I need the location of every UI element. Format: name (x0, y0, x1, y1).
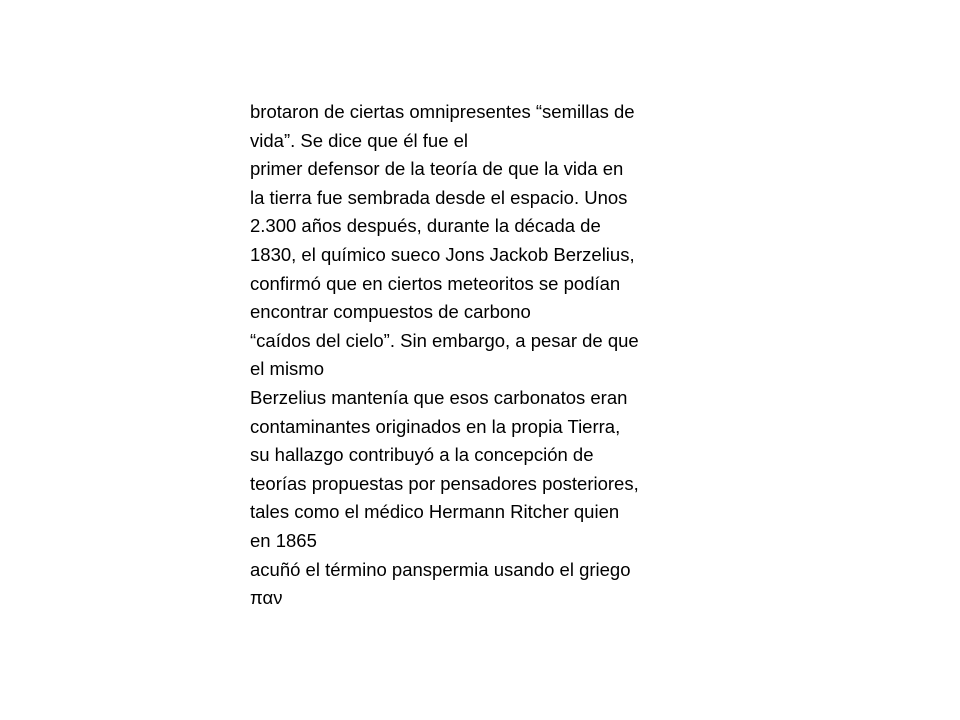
text-line: παν (250, 587, 283, 609)
text-line: teorías propuestas por pensadores posteriores, (250, 472, 639, 494)
text-line: el mismo (250, 358, 325, 380)
text-line: “caídos del cielo”. Sin embargo, a pesar de que (250, 329, 639, 351)
text-line: contaminantes originados en la propia Tierra, (250, 415, 621, 437)
text-line: vida”. Se dice que él fue el (250, 129, 469, 151)
text-line: encontrar compuestos de carbono (250, 301, 531, 323)
text-line: 2.300 años después, durante la década de (250, 215, 601, 237)
text-line: 1830, el químico sueco Jons Jackob Berzelius, (250, 243, 635, 265)
text-line: primer defensor de la teoría de que la vida en (250, 158, 624, 180)
text-line: confirmó que en ciertos meteoritos se podían (250, 272, 621, 294)
text-line: en 1865 (250, 529, 317, 551)
text-line: tales como el médico Hermann Ritcher quien (250, 501, 620, 523)
text-line: la tierra fue sembrada desde el espacio. Unos (250, 186, 628, 208)
body-text (250, 98, 720, 613)
text-line: acuñó el término panspermia usando el griego (250, 558, 631, 580)
text-line: su hallazgo contribuyó a la concepción de (250, 444, 594, 466)
text-line: Berzelius mantenía que esos carbonatos eran (250, 386, 628, 408)
text-line: brotaron de ciertas omnipresentes “semillas de (250, 101, 635, 122)
